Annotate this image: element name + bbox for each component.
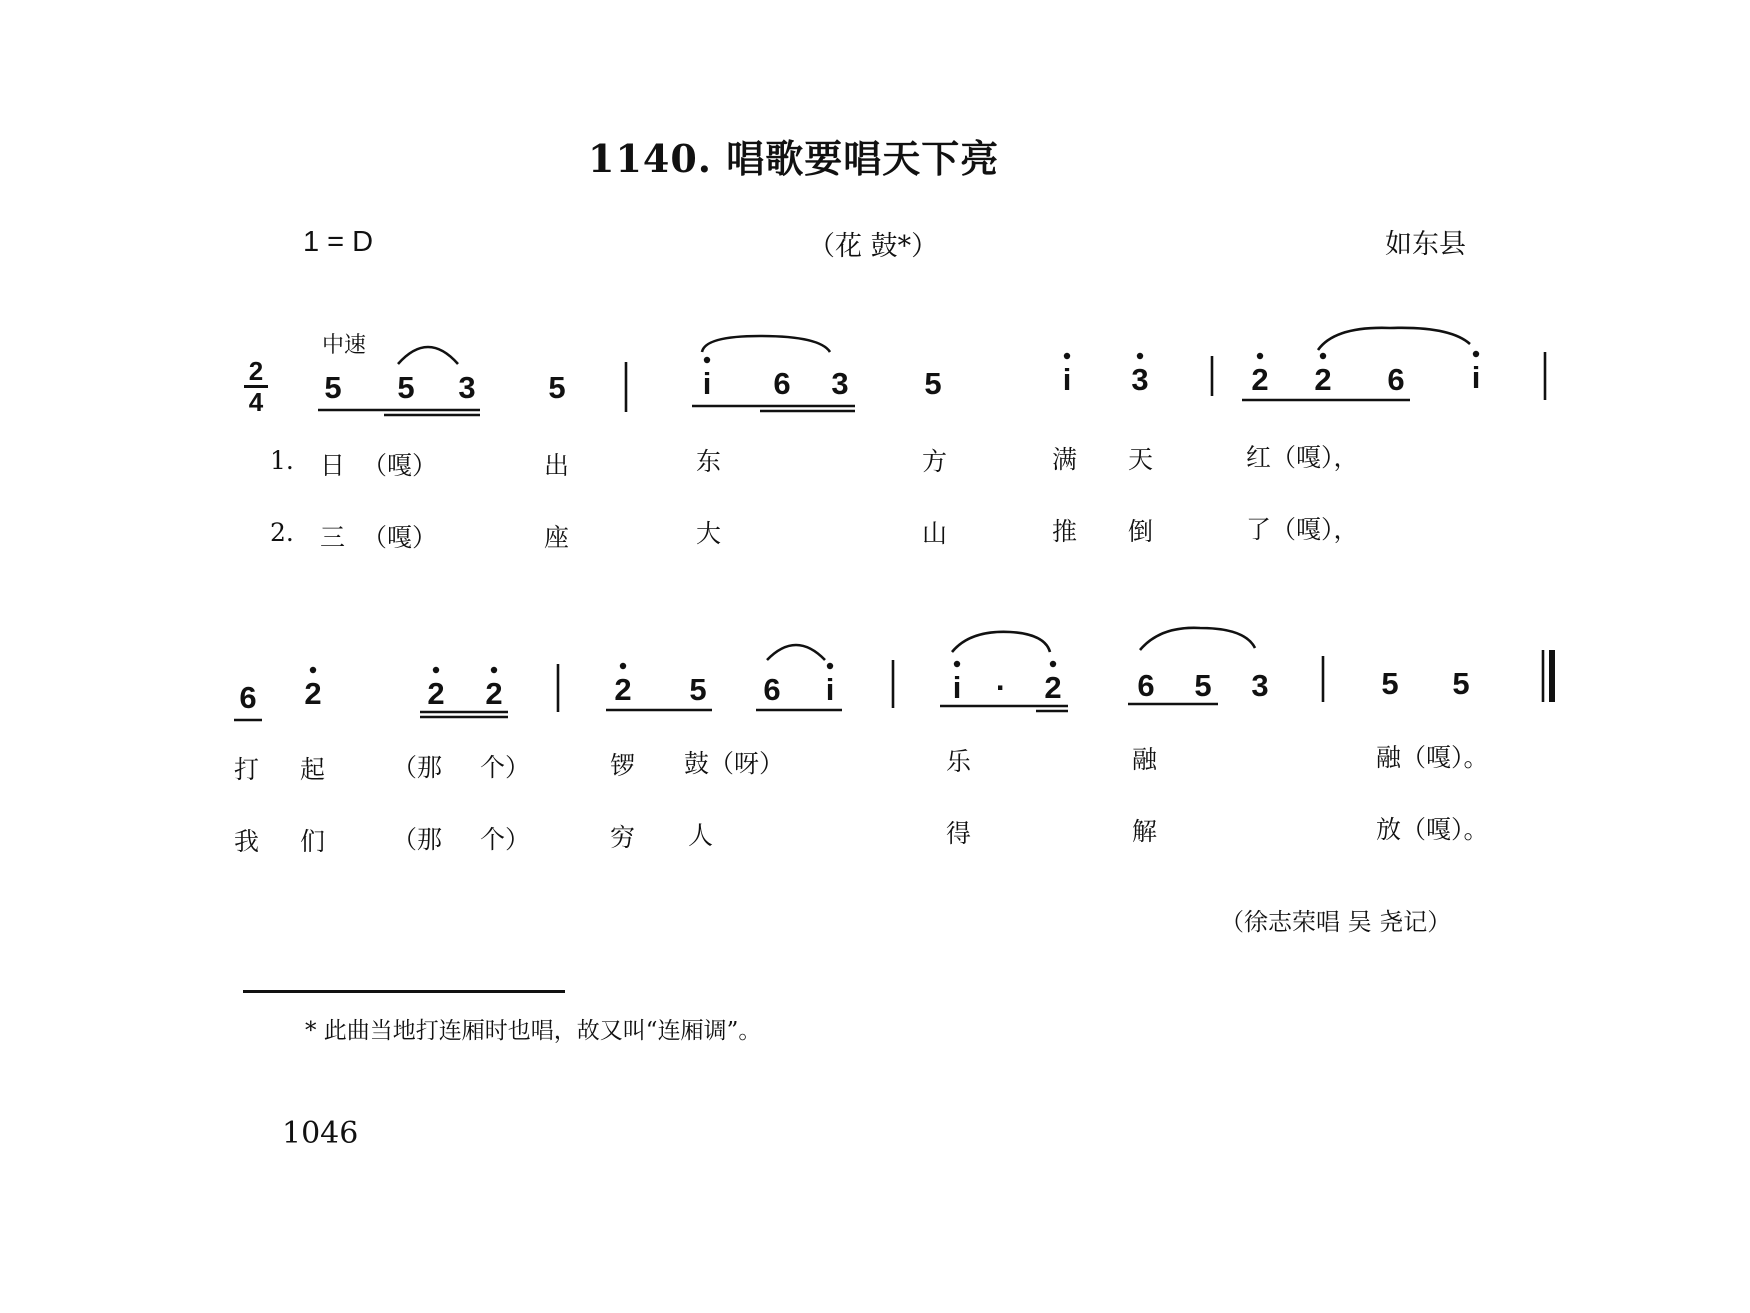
octave-dot (1064, 353, 1070, 359)
genre-label: （花 鼓*） (808, 231, 939, 262)
note: 2 (304, 676, 322, 711)
note: 2 (427, 676, 445, 711)
lyric: 鼓（呀） (684, 749, 785, 778)
final-barline-thick (1549, 650, 1555, 702)
note: 6 (239, 680, 257, 715)
key-signature: 1 = D (303, 226, 374, 258)
note: i (1471, 360, 1481, 395)
octave-dot (704, 357, 710, 363)
note: 2 (1314, 362, 1332, 397)
lyric: 打 (234, 755, 260, 784)
lyric: 融 (1132, 745, 1158, 774)
octave-dot (954, 661, 960, 667)
lyric: 三 (320, 523, 346, 552)
song-title: 1140. 唱歌要唱天下亮 (588, 136, 1000, 181)
lyric: 得 (946, 819, 972, 848)
lyric: 们 (300, 827, 326, 856)
note: i (825, 672, 835, 707)
note: i (1062, 362, 1072, 397)
lyric: 方 (922, 447, 948, 476)
note: 3 (1251, 668, 1269, 703)
lyric: （那 (392, 753, 443, 782)
slur (398, 347, 458, 364)
lyric: 大 (696, 519, 722, 548)
lyric: 放（嘎）。 (1376, 815, 1489, 844)
note: 2 (485, 676, 503, 711)
note: 5 (548, 370, 566, 405)
lyric: 日 (320, 451, 346, 480)
lyric: 个） (480, 825, 531, 854)
region-label: 如东县 (1385, 229, 1466, 260)
octave-dot (1473, 351, 1479, 357)
lyric: 我 (234, 827, 260, 856)
lyric: （那 (392, 825, 443, 854)
footnote: * 此曲当地打连厢时也唱，故又叫“连厢调”。 (305, 1018, 762, 1044)
note: 5 (1194, 668, 1212, 703)
lyric: 东 (696, 447, 722, 476)
octave-dot (827, 663, 833, 669)
lyric: 倒 (1128, 517, 1154, 546)
slur (1140, 628, 1255, 650)
lyric: 融（嘎）。 (1376, 743, 1489, 772)
lyric: 天 (1128, 445, 1154, 474)
lyric: 满 (1052, 445, 1078, 474)
lyric: 推 (1052, 517, 1078, 546)
lyric: 解 (1132, 817, 1158, 846)
lyric: 山 (922, 519, 948, 548)
time-signature-bottom: 4 (248, 387, 264, 417)
note: 6 (773, 366, 791, 401)
note: 5 (324, 370, 342, 405)
performer-credit: （徐志荣唱 吴 尧记） (1220, 908, 1452, 936)
lyric: （嘎） (362, 451, 438, 480)
note: · (995, 670, 1007, 705)
lyric: 了（嘎）， (1246, 515, 1359, 544)
note: 2 (1251, 362, 1269, 397)
octave-dot (491, 667, 497, 673)
time-signature-top: 2 (248, 356, 264, 386)
note: 5 (397, 370, 415, 405)
note: 3 (1131, 362, 1149, 397)
lyric: 穷 (610, 823, 636, 852)
note: 5 (689, 672, 707, 707)
octave-dot (310, 667, 316, 673)
octave-dot (433, 667, 439, 673)
lyric: 人 (688, 821, 714, 850)
note: 3 (458, 370, 476, 405)
note: 6 (1387, 362, 1405, 397)
slur (767, 645, 825, 660)
note: 6 (763, 672, 781, 707)
page-number: 1046 (282, 1116, 359, 1151)
octave-dot (1320, 353, 1326, 359)
note: 6 (1137, 668, 1155, 703)
lyric: 红（嘎）， (1246, 443, 1359, 472)
note: i (702, 366, 712, 401)
note: 5 (1452, 666, 1470, 701)
lyric: （嘎） (362, 523, 438, 552)
lyric: 1. (270, 446, 294, 475)
note: 5 (1381, 666, 1399, 701)
note: 5 (924, 366, 942, 401)
lyric: 座 (544, 523, 570, 552)
lyric: 乐 (946, 747, 972, 776)
tempo-marking: 中速 (322, 333, 367, 358)
octave-dot (620, 663, 626, 669)
slur (1318, 328, 1470, 350)
note: 2 (614, 672, 632, 707)
lyric: 起 (300, 755, 326, 784)
slur (952, 632, 1050, 652)
lyric: 个） (480, 753, 531, 782)
octave-dot (1137, 353, 1143, 359)
note: 2 (1044, 670, 1062, 705)
octave-dot (1050, 661, 1056, 667)
note: 3 (831, 366, 849, 401)
lyric: 2. (270, 518, 294, 547)
lyric: 出 (544, 451, 570, 480)
slur (702, 336, 830, 352)
lyric: 锣 (610, 751, 636, 780)
octave-dot (1257, 353, 1263, 359)
note: i (952, 670, 962, 705)
